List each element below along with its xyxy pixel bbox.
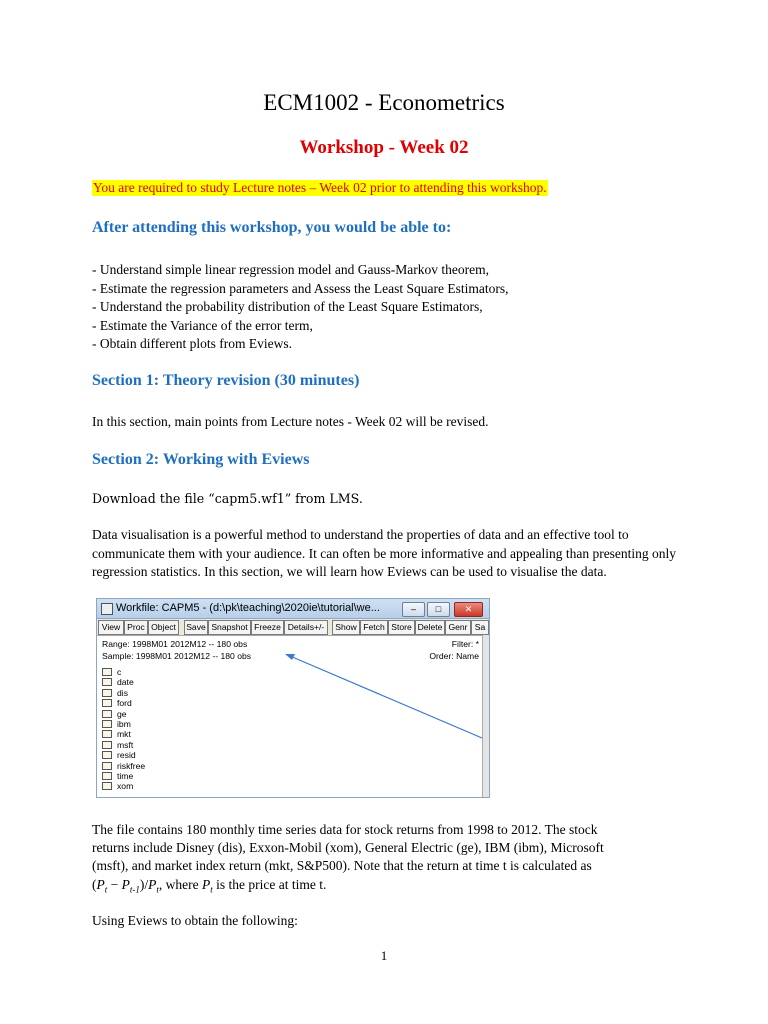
sample-button[interactable]: Sa [471, 620, 489, 635]
outcome-item: - Understand the probability distribution of the Least Square Estimators, [92, 299, 483, 314]
section2-heading: Section 2: Working with Eviews [92, 451, 310, 468]
filter-label[interactable]: Filter: * [451, 639, 479, 649]
store-button[interactable]: Store [388, 620, 415, 635]
save-button[interactable]: Save [184, 620, 208, 635]
file-description-line1: The file contains 180 monthly time series data for stock returns from 1998 to 2012. The stock [92, 822, 598, 837]
outcome-item: - Estimate the Variance of the error term, [92, 317, 313, 333]
range-label[interactable]: Range: 1998M01 2012M12 -- 180 obs [102, 639, 248, 649]
outcome-item: - Understand simple linear regression model and Gauss-Markov theorem, [92, 262, 490, 277]
outcome-item: - Estimate the regression parameters and Assess the Least Square Estimators, [92, 280, 509, 296]
window-title: Workfile: CAPM5 - (d:\pk\teaching\2020ie\tutorial\we... [116, 602, 380, 614]
sample-label[interactable]: Sample: 1998M01 2012M12 -- 180 obs [102, 651, 252, 661]
highlighted-notice: You are required to study Lecture notes – Week 02 prior to attending this workshop. [93, 180, 547, 195]
return-formula: $(P_t - P_{t-1})/P_t$, where $P_t$ is the price at time t. [92, 877, 327, 895]
maximize-button[interactable]: □ [427, 602, 450, 617]
section1-heading: Section 1: Theory revision (30 minutes) [92, 372, 360, 389]
eviews-workfile-window: Workfile: CAPM5 - (d:\pk\teaching\2020ie\tutorial\we... – □ ✕ View Proc Object Save Snapshot Freeze Details+/- Show Fetch Store Delete Genr Sa Range: 1998M01 2012M12 -- 180 obs Filter: * Sample: 1998M01 2012M12 -- 180 obs Order: Name c date dis ford ge ibm mkt msft resid riskfree time xom [96, 598, 490, 798]
snapshot-button[interactable]: Snapshot [208, 620, 251, 635]
outcomes-list [92, 261, 509, 354]
file-description-line3: (msft), and market index return (mkt, S&P500). Note that the return at time t is calculated as [92, 858, 592, 873]
order-label[interactable]: Order: Name [429, 651, 479, 661]
download-instruction: Download the file “capm5.wf1” from LMS. [92, 491, 363, 506]
view-button[interactable]: View [98, 620, 124, 635]
proc-button[interactable]: Proc [124, 620, 148, 635]
object-button[interactable]: Object [148, 620, 179, 635]
using-eviews-text: Using Eviews to obtain the following: [92, 913, 298, 928]
page-number: 1 [380, 948, 388, 963]
show-button[interactable]: Show [332, 620, 360, 635]
workshop-subtitle: Workshop - Week 02 [299, 137, 469, 158]
vertical-scrollbar[interactable] [482, 635, 489, 797]
outcomes-heading: After attending this workshop, you would be able to: [92, 219, 452, 236]
visualisation-paragraph: Data visualisation is a powerful method to understand the properties of data and an effective tool to communicate them with your audience. It can often be more informative and appealing than presenting only regression statistics. In this section, we will learn how Eviews can be used to visualise the data. [92, 527, 677, 579]
fetch-button[interactable]: Fetch [360, 620, 388, 635]
document-title: ECM1002 - Econometrics [263, 90, 505, 115]
delete-button[interactable]: Delete [415, 620, 445, 635]
annotation-arrow [97, 599, 489, 797]
minimize-button[interactable]: – [402, 602, 425, 617]
close-button[interactable]: ✕ [454, 602, 483, 617]
freeze-button[interactable]: Freeze [251, 620, 284, 635]
genr-button[interactable]: Genr [445, 620, 471, 635]
file-description-line2: returns include Disney (dis), Exxon-Mobil (xom), General Electric (ge), IBM (ibm), Microsoft [92, 840, 604, 855]
section1-text: In this section, main points from Lecture notes - Week 02 will be revised. [92, 414, 489, 429]
details-button[interactable]: Details+/- [284, 620, 328, 635]
outcome-item: - Obtain different plots from Eviews. [92, 336, 292, 351]
